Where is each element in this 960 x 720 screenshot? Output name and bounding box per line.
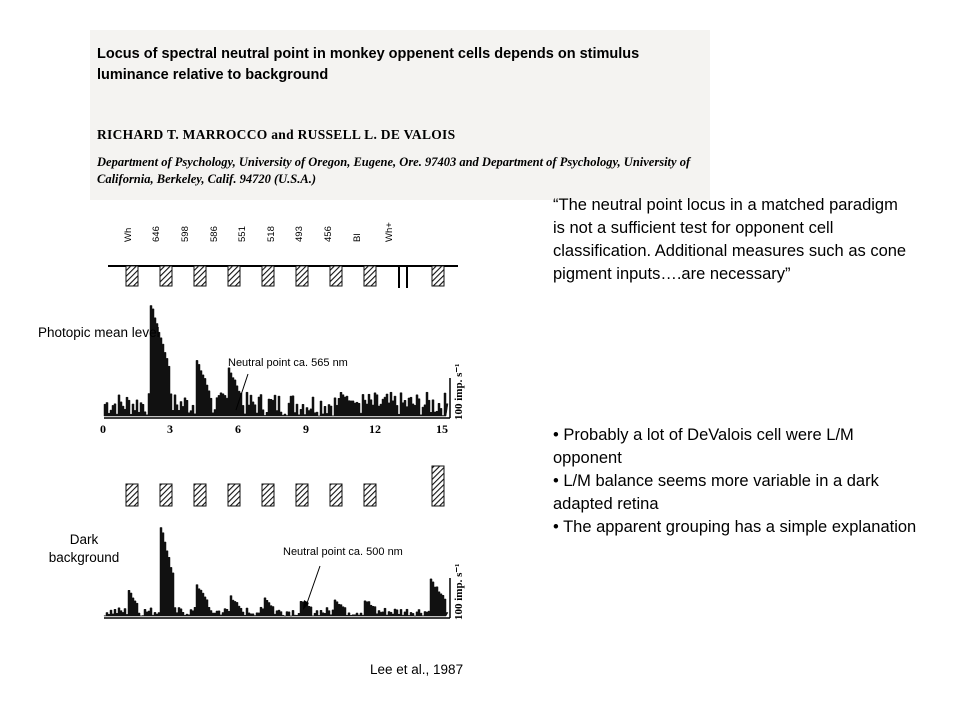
stimulus-marker xyxy=(194,266,206,286)
time-tick: 12 xyxy=(369,422,381,436)
wavelength-label: 646 xyxy=(151,226,162,242)
time-tick: 6 xyxy=(235,422,241,436)
stimulus-marker xyxy=(160,266,172,286)
stimulus-marker xyxy=(126,266,138,286)
stimulus-marker xyxy=(228,484,240,506)
wavelength-label: 551 xyxy=(237,226,248,242)
quote-text: “The neutral point locus in a matched paradigm is not a sufficient test for opponent cell classification. Additional measures such as cone pigment inputs….are necessary” xyxy=(553,196,907,283)
annotation-neutral-point-565: Neutral point ca. 565 nm xyxy=(228,357,348,369)
stimulus-marker xyxy=(262,484,274,506)
time-tick: 9 xyxy=(303,422,309,436)
wavelength-labels xyxy=(123,222,395,242)
wavelength-label: Bl xyxy=(352,233,363,242)
histogram-dark xyxy=(104,528,448,617)
bullet-item: • L/M balance seems more variable in a dark adapted retina xyxy=(553,472,879,513)
rate-unit-label-top: 100 imp. s⁻¹ xyxy=(453,363,465,420)
label-dark-background: Dark background xyxy=(48,532,120,565)
wavelength-label: Wh+ xyxy=(384,222,395,242)
stimulus-marker xyxy=(330,484,342,506)
stimulus-marker xyxy=(364,266,376,286)
bullet-item: • The apparent grouping has a simple explanation xyxy=(553,518,917,536)
time-ticks-top xyxy=(100,422,448,436)
time-tick: 15 xyxy=(436,422,448,436)
stimulus-markers-bottom xyxy=(126,466,444,506)
label-photopic-mean-level: Photopic mean level xyxy=(38,325,160,340)
paper-affiliation: Department of Psychology, University of Oregon, Eugene, Ore. 97403 and Department of Psychology, University of California, Berkeley, Calif. 94720 (U.S.A.) xyxy=(97,155,691,186)
stimulus-marker xyxy=(194,484,206,506)
paper-title: Locus of spectral neutral point in monkey oppenent cells depends on stimulus luminance relative to background xyxy=(97,46,640,83)
bullet-item: • Probably a lot of DeValois cell were L/M opponent xyxy=(553,426,854,467)
stimulus-marker xyxy=(126,484,138,506)
wavelength-label: 456 xyxy=(323,226,334,242)
paper-authors: RICHARD T. MARROCCO and RUSSELL L. DE VALOIS xyxy=(97,127,456,142)
annotation-neutral-point-500: Neutral point ca. 500 nm xyxy=(283,546,403,558)
wavelength-label: 518 xyxy=(266,226,277,242)
stimulus-marker xyxy=(296,484,308,506)
stimulus-marker xyxy=(160,484,172,506)
stimulus-marker xyxy=(330,266,342,286)
time-tick: 0 xyxy=(100,422,106,436)
stimulus-marker xyxy=(364,484,376,506)
neutral-point-pointer-bottom xyxy=(306,566,320,606)
rate-unit-label-bottom: 100 imp. s⁻¹ xyxy=(453,563,465,620)
bullet-list xyxy=(553,424,925,539)
wavelength-label: 598 xyxy=(180,226,191,242)
stimulus-marker xyxy=(262,266,274,286)
citation: Lee et al., 1987 xyxy=(370,662,464,677)
stimulus-marker xyxy=(432,466,444,506)
wavelength-label: 493 xyxy=(294,226,305,242)
stimulus-marker xyxy=(432,266,444,286)
stimulus-marker xyxy=(296,266,308,286)
stimulus-marker xyxy=(228,266,240,286)
wavelength-label: 586 xyxy=(209,226,220,242)
wavelength-label: Wh xyxy=(123,227,134,242)
histogram-trace xyxy=(104,528,448,617)
time-tick: 3 xyxy=(167,422,173,436)
stimulus-markers-top xyxy=(126,266,444,288)
